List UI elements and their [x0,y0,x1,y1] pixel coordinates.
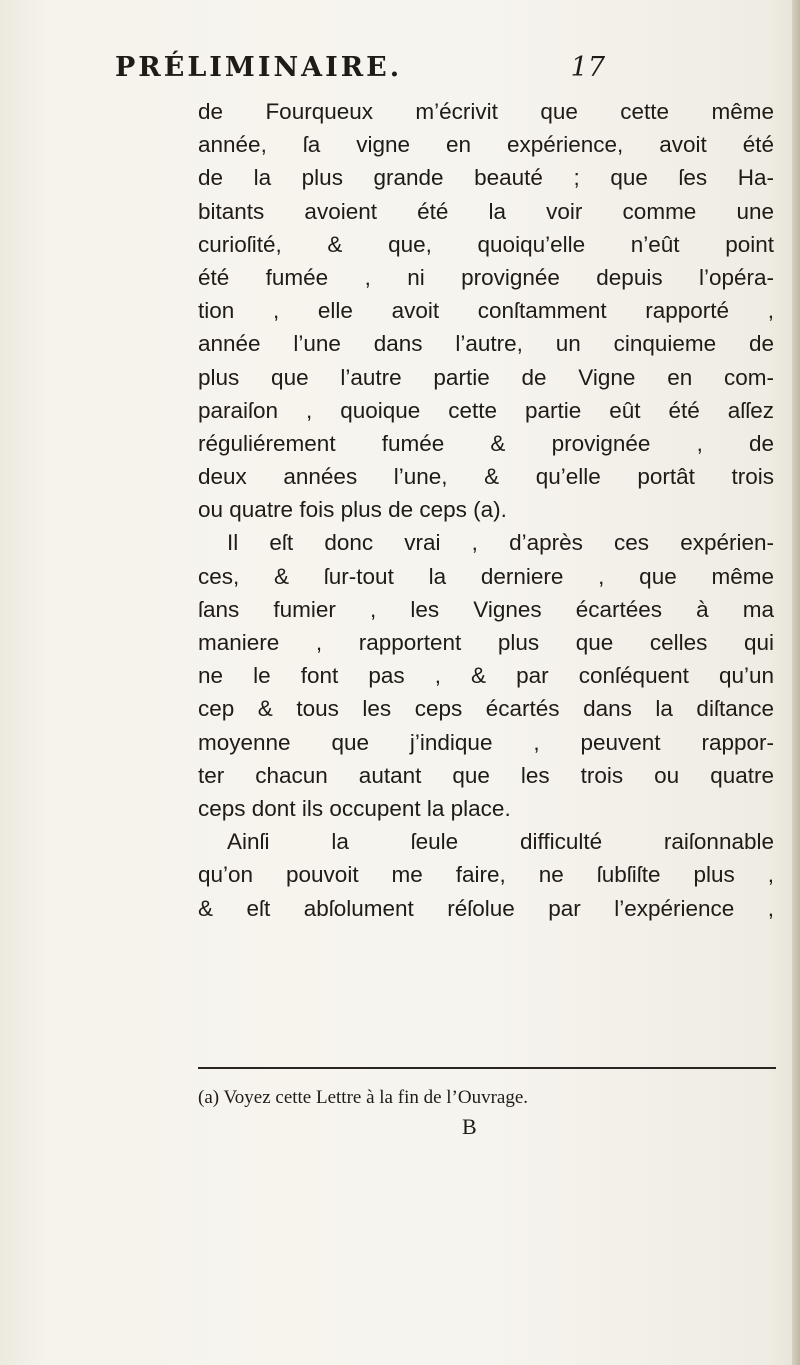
text-line: maniere , rapportent plus que celles qui [198,630,774,655]
text-line: plus que l’autre partie de Vigne en com- [198,364,774,390]
text-line: cep & tous les ceps écartés dans la diſtance [198,696,774,722]
body-text [198,95,774,925]
text-line: ceps dont ils occupent la place. [198,795,511,821]
page-edge [792,0,800,1365]
running-head [115,52,605,96]
signature-mark: B [462,1114,477,1139]
running-title: PRÉLIMINAIRE. [115,52,403,83]
footnote: (a) Voyez cette Lettre à la fin de l’Ouvrage. [198,1087,529,1108]
page-number: 17 [570,52,605,83]
text-line: de Fourqueux m’écrivit que cette même [198,99,774,124]
text-line: bitants avoient été la voir comme une [198,198,774,224]
text-line: curioſité, & que, quoiqu’elle n’eût point [198,231,774,257]
text-line: ou quatre fois plus de ceps (a). [198,497,507,523]
text-line: moyenne que j’indique , peuvent rappor- [198,729,774,755]
text-line: année l’une dans l’autre, un cinquieme de [198,331,774,357]
text-line: qu’on pouvoit me faire, ne ſubſiſte plus , [198,862,774,888]
text-line: deux années l’une, & qu’elle portât trois [198,464,774,490]
text-line: de la plus grande beauté ; que ſes Ha- [198,165,774,191]
text-line: année, ſa vigne en expérience, avoit été [198,132,774,158]
text-line: ces, & ſur-tout la derniere , que même [198,563,774,589]
text-line: ſans fumier , les Vignes écartées à ma [198,596,774,622]
text-line-indented: Il eſt donc vrai , d’après ces expérien- [227,530,774,556]
footnote-rule [198,1067,776,1069]
text-line: paraiſon , quoique cette partie eût été aſſez [198,397,774,423]
text-line: été fumée , ni provignée depuis l’opéra- [198,264,774,290]
text-line: ne le font pas , & par conſéquent qu’un [198,663,774,689]
text-line: tion , elle avoit conſtamment rapporté , [198,298,774,324]
text-line-indented: Ainſi la ſeule difficulté raiſonnable [227,829,774,855]
text-line: ter chacun autant que les trois ou quatre [198,762,774,788]
text-line: & eſt abſolument réſolue par l’expérience , [198,895,774,921]
text-line: réguliérement fumée & provignée , de [198,430,774,456]
